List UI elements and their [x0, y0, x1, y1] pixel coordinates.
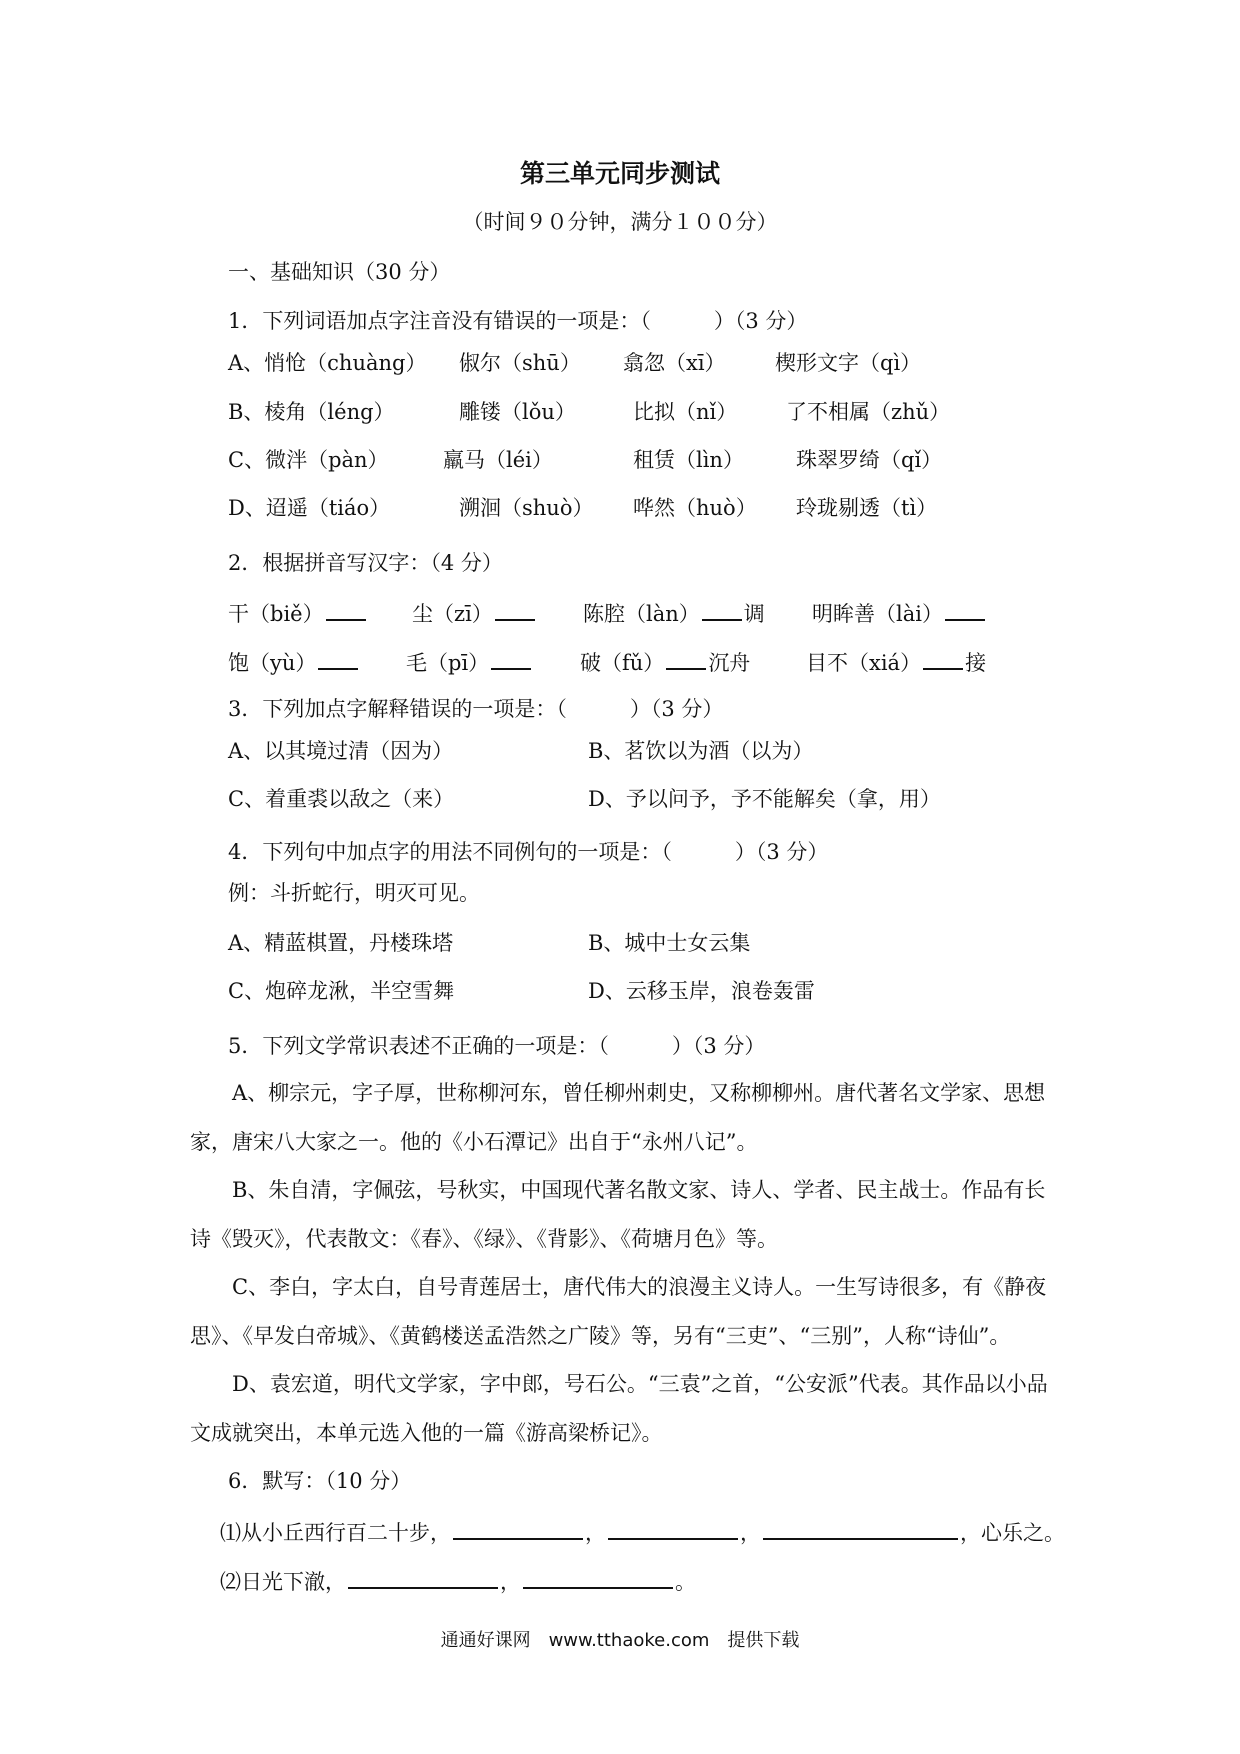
q1-option-b-word3: 比拟（nǐ） [633, 400, 738, 424]
q2-item-3-label: 陈腔（làn） [583, 602, 700, 626]
q6-line-1-start: ⑴从小丘西行百二十步， [220, 1521, 451, 1545]
q2-item-4 [812, 597, 987, 628]
q1-option-b-word4: 了不相属（zhǔ） [786, 400, 951, 424]
q4-option-b: B、城中士女云集 [588, 931, 751, 955]
q2-item-4-label: 明眸善（lài） [812, 602, 943, 626]
q6-line-2-comma: ， [500, 1570, 521, 1594]
q2-item-5-label: 饱（yù） [228, 651, 317, 675]
q1-option-b-word1: B、棱角（léng） [228, 400, 395, 424]
answer-blank[interactable] [702, 597, 742, 621]
q3-option-c: C、着重裘以敌之（来） [228, 787, 455, 811]
q2-item-6 [406, 646, 533, 677]
question-4-stem: 4．下列句中加点字的用法不同例句的一项是：（ ）（3 分） [228, 840, 829, 864]
q5-option-a: A、柳宗元，字子厚，世称柳河东，曾任柳州刺史，又称柳柳州。唐代著名文学家、思想家，唐宋八大家之一。他的《小石潭记》出自于“永州八记”。 [190, 1081, 1046, 1154]
answer-blank[interactable] [348, 1565, 498, 1589]
q6-line-2 [220, 1565, 696, 1596]
q2-item-7-suffix: 沉舟 [708, 651, 751, 675]
page-subtitle: （时间９０分钟，满分１００分） [462, 210, 778, 234]
q1-option-c-word3: 租赁（lìn） [633, 448, 744, 472]
q1-option-a-word3: 翕忽（xī） [623, 351, 726, 375]
q2-item-8 [806, 646, 986, 677]
q2-item-8-label: 目不（xiá） [806, 651, 922, 675]
q2-item-6-label: 毛（pī） [406, 651, 490, 675]
question-3-stem: 3．下列加点字解释错误的一项是：（ ）（3 分） [228, 697, 724, 721]
q3-option-a: A、以其境过清（因为） [228, 739, 454, 763]
answer-blank[interactable] [666, 646, 706, 670]
q4-option-c: C、炮碎龙湫，半空雪舞 [228, 979, 455, 1003]
q5-option-c: C、李白，字太白，自号青莲居士，唐代伟大的浪漫主义诗人。一生写诗很多，有《静夜思》、《早发白帝城》、《黄鹤楼送孟浩然之广陵》等，另有“三吏”、“三别”，人称“诗仙”。 [190, 1275, 1047, 1348]
q1-option-c-word1: C、微泮（pàn） [228, 448, 389, 472]
answer-blank[interactable] [491, 646, 531, 670]
answer-blank[interactable] [326, 597, 366, 621]
answer-blank[interactable] [523, 1565, 673, 1589]
q1-option-b-word2: 雕镂（lǒu） [459, 400, 576, 424]
q2-item-7 [580, 646, 750, 677]
q2-item-2 [412, 597, 537, 628]
q2-item-1-label: 干（biě） [228, 602, 324, 626]
q1-option-d-word1: D、迢遥（tiáo） [228, 496, 391, 520]
answer-blank[interactable] [763, 1516, 958, 1540]
q4-example: 例：斗折蛇行，明灭可见。 [228, 881, 480, 905]
q6-line-1-comma-1: ， [585, 1521, 606, 1545]
question-1-stem: 1．下列词语加点字注音没有错误的一项是：（ ）（3 分） [228, 309, 808, 333]
q6-line-1 [220, 1516, 1065, 1547]
q6-line-2-start: ⑵日光下澈， [220, 1570, 346, 1594]
answer-blank[interactable] [453, 1516, 583, 1540]
q2-item-3-suffix: 调 [743, 602, 765, 626]
q2-item-5 [228, 646, 360, 677]
q6-line-1-comma-2: ， [740, 1521, 761, 1545]
answer-blank[interactable] [608, 1516, 738, 1540]
q1-option-d-word3: 哗然（huò） [633, 496, 757, 520]
answer-blank[interactable] [945, 597, 985, 621]
q1-option-d-word2: 溯洄（shuò） [459, 496, 594, 520]
question-6-stem: 6．默写：（10 分） [228, 1469, 412, 1493]
q2-item-7-label: 破（fǔ） [580, 651, 665, 675]
q6-line-1-end: ，心乐之。 [960, 1521, 1065, 1545]
q4-option-a: A、精蓝棋置，丹楼珠塔 [228, 931, 454, 955]
q2-item-2-label: 尘（zī） [412, 602, 493, 626]
q5-option-d: D、袁宏道，明代文学家，字中郎，号石公。“三袁”之首，“公安派”代表。其作品以小品文成就突出，本单元选入他的一篇《游高梁桥记》。 [190, 1372, 1048, 1445]
q1-option-a-word2: 俶尔（shū） [459, 351, 581, 375]
q1-option-d-word4: 玲珑剔透（tì） [796, 496, 938, 520]
section-heading-basics: 一、基础知识（30 分） [228, 260, 451, 284]
answer-blank[interactable] [495, 597, 535, 621]
answer-blank[interactable] [923, 646, 963, 670]
q2-item-1 [228, 597, 368, 628]
q3-option-d: D、予以问予，予不能解矣（拿，用） [588, 787, 941, 811]
q1-option-c-word2: 羸马（léi） [443, 448, 553, 472]
page-footer: 通通好课网 www.tthaoke.com 提供下载 [440, 1630, 800, 1651]
q6-line-2-period: 。 [675, 1570, 696, 1594]
q1-option-c-word4: 珠翠罗绮（qǐ） [796, 448, 943, 472]
q1-option-a-word4: 楔形文字（qì） [775, 351, 922, 375]
page-title: 第三单元同步测试 [519, 159, 720, 188]
q2-item-3 [583, 597, 765, 628]
q1-option-a-word1: A、悄怆（chuàng） [228, 351, 427, 375]
q5-option-b: B、朱自清，字佩弦，号秋实，中国现代著名散文家、诗人、学者、民主战士。作品有长诗《毁灭》，代表散文：《春》、《绿》、《背影》、《荷塘月色》等。 [190, 1178, 1046, 1251]
answer-blank[interactable] [318, 646, 358, 670]
question-2-stem: 2．根据拼音写汉字：（4 分） [228, 551, 503, 575]
q2-item-8-suffix: 接 [965, 651, 987, 675]
q4-option-d: D、云移玉岸，浪卷轰雷 [588, 979, 815, 1003]
question-5-stem: 5．下列文学常识表述不正确的一项是：（ ）（3 分） [228, 1034, 766, 1058]
q3-option-b: B、茗饮以为酒（以为） [588, 739, 814, 763]
